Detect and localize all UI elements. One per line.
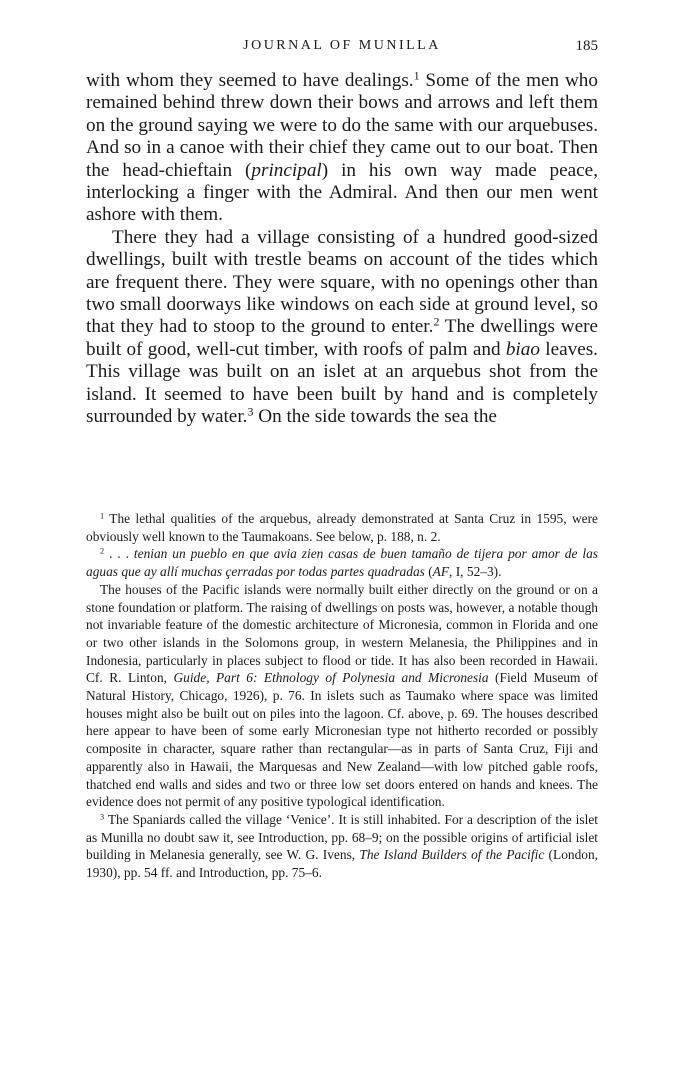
footnote-text: , I, 52–3).: [449, 564, 502, 580]
footnote-2: [86, 545, 598, 580]
main-text: [86, 70, 598, 429]
spanish-quotation: tenian un pueblo en que avia zien casas de buen tamaño de tijera por amor de las aguas que ay allí muchas çerradas por todas partes quadradas: [86, 546, 598, 580]
footnote-reference: 2: [433, 314, 440, 329]
footnote-reference: 1: [413, 68, 420, 83]
footnote-1: [86, 510, 598, 545]
footnote-reference: 3: [247, 404, 254, 419]
text-run: The dwellings were built of good, well-cut timber, with roofs of palm and: [86, 316, 598, 360]
text-run: Some of the men who remained behind threw down their bows and arrows and left them on the ground saying we were to do the same with our arquebuses. And so in a canoe with their chief they came out to our boat. Then the head-chieftain (: [86, 70, 598, 181]
text-run: ) in his own way made peace, interlocking a finger with the Admiral. And then our men went ashore with them.: [86, 159, 598, 226]
page-header: [86, 38, 598, 60]
footnote-text: . . .: [104, 546, 134, 562]
footnote-text: (London, 1930), pp. 54 ff. and Introduction, pp. 75–6.: [86, 847, 599, 881]
italic-term: principal: [251, 159, 322, 181]
cited-title: Guide, Part 6: Ethnology of Polynesia and Micronesia: [173, 670, 489, 686]
paragraph: [86, 227, 598, 429]
paragraph: [86, 70, 598, 227]
footnote-text: The lethal qualities of the arquebus, already demonstrated at Santa Cruz in 1595, were obviously well known to the Taumakoans. See below, p. 188, n. 2.: [86, 511, 598, 544]
page-number: 185: [575, 38, 598, 54]
footnote-mark: 3: [100, 812, 105, 822]
footnote-mark: 1: [100, 511, 105, 521]
footnote-mark: 2: [100, 546, 105, 556]
source-abbreviation: AF: [432, 564, 450, 580]
footnotes: [86, 510, 598, 882]
footnote-text: (Field Museum of Natural History, Chicago, 1926), p. 76. In islets such as Taumako where space was limited houses might also be built out on piles into the lagoon. Cf. above, p. 69. The houses described here appear to have been of some early Micronesian type not hitherto recorded or possibly composite in character, square rather than rectangular—as in parts of Santa Cruz, Fiji and apparently also in Hawaii, the Marquesas and New Zealand—with low pitched gable roofs, thatched end walls and sides and two or three low set doors entered on hands and knees. The evidence does not permit of any positive typological identification.: [86, 670, 598, 810]
text-run: with whom they seemed to have dealings.: [86, 70, 414, 91]
footnote-text: (: [424, 564, 433, 580]
italic-term: biao: [505, 338, 540, 360]
text-run: There they had a village consisting of a hundred good-sized dwellings, built with trestle beams on account of the tides which are frequent there. They were square, with no openings other than two small doorways like windows on each side at ground level, so that they had to stoop to the ground to enter.: [86, 226, 598, 338]
footnote-2-continuation: [86, 581, 598, 811]
text-run: leaves. This village was built on an islet at an arquebus shot from the island. It seemed to have been built by hand and is completely surrounded by water.: [86, 338, 598, 428]
cited-title: The Island Builders of the Pacific: [359, 847, 545, 863]
text-run: On the side towards the sea the: [253, 406, 497, 428]
footnote-text: The Spaniards called the village ‘Venice’. It is still inhabited. For a description of the islet as Munilla no doubt saw it, see Introduction, pp. 68–9; on the possible origins of artificial islet building in Melanesia generally, see W. G. Ivens,: [86, 811, 598, 863]
footnote-text: The houses of the Pacific islands were normally built either directly on the ground or on a stone foundation or platform. The raising of dwellings on posts was, however, a notable though not invariable feature of the domestic architecture of Micronesia, common in Florida and one or two other islands in the Solomons group, in western Melanesia, the Philippines and in Indonesia, particularly in places subject to flood or tide. It has also been recorded in Hawaii. Cf. R. Linton,: [86, 581, 598, 686]
footnote-3: [86, 811, 598, 882]
running-title: JOURNAL OF MUNILLA: [243, 38, 441, 53]
